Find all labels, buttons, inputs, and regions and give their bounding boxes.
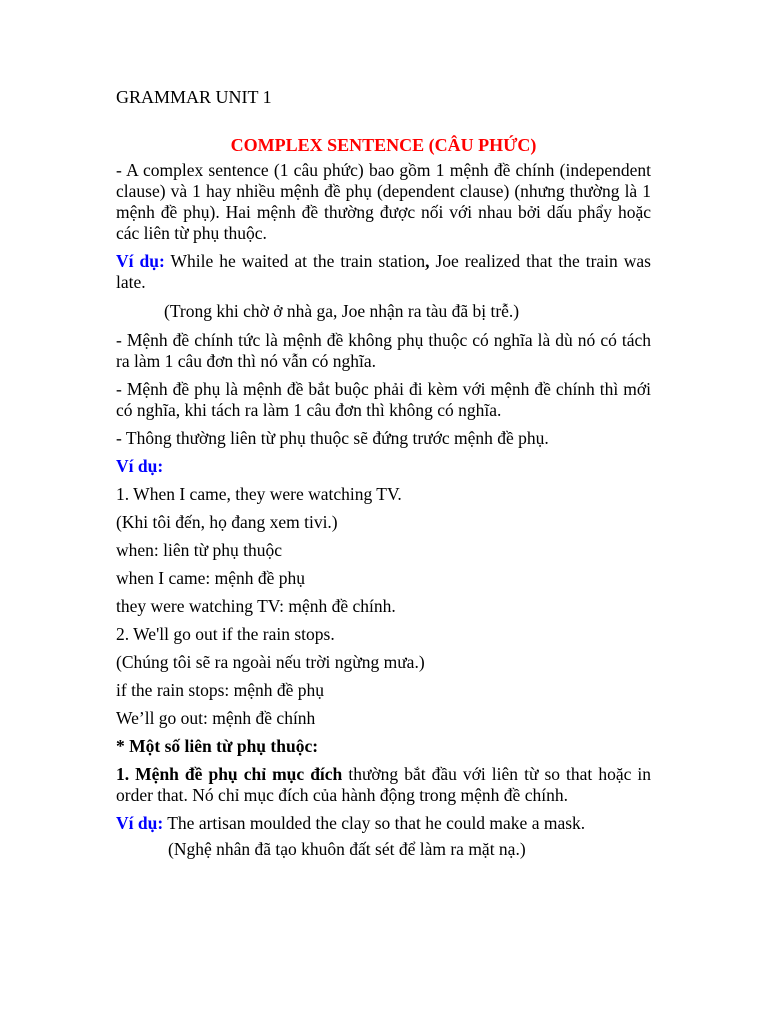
example-1-part-2: Joe realized that the train was late. (116, 251, 651, 292)
note-dependent-clause: - Mệnh đề phụ là mệnh đề bắt buộc phải đi kèm với mệnh đề chính thì mới có nghĩa, khi tách ra làm 1 câu đơn thì không có nghĩa. (116, 379, 651, 420)
example-3-text: The artisan moulded the clay so that he could make a mask. (163, 813, 586, 833)
example-2-line: they were watching TV: mệnh đề chính. (116, 596, 396, 616)
example-2-line: when: liên từ phụ thuộc (116, 540, 282, 560)
purpose-clause-heading: 1. Mệnh đề phụ chỉ mục đích (116, 764, 343, 784)
document-title: GRAMMAR UNIT 1 (116, 87, 272, 107)
example-2-line: if the rain stops: mệnh đề phụ (116, 680, 325, 700)
example-2-label: Ví dụ: (116, 456, 164, 476)
definition-paragraph: - A complex sentence (1 câu phức) bao gồm 1 mệnh đề chính (independent clause) và 1 hay nhiều mệnh đề phụ (dependent clause) (nhưng thường là 1 mệnh đề phụ). Hai mệnh đề thường được nối với nhau bởi dấu phẩy hoặc các liên từ phụ thuộc. (116, 160, 651, 243)
example-2-line: 1. When I came, they were watching TV. (116, 484, 402, 504)
example-1-comma: , (425, 251, 430, 271)
example-1-part-1: While he waited at the train station (164, 251, 426, 271)
example-2-line: (Chúng tôi sẽ ra ngoài nếu trời ngừng mưa.) (116, 652, 425, 672)
example-3-translation: (Nghệ nhân đã tạo khuôn đất sét để làm ra mặt nạ.) (168, 839, 526, 859)
example-2-line: (Khi tôi đến, họ đang xem tivi.) (116, 512, 338, 532)
example-2-line: We’ll go out: mệnh đề chính (116, 708, 316, 728)
example-1-sentence (116, 251, 651, 293)
example-3-sentence (116, 813, 651, 834)
purpose-clause-paragraph (116, 764, 651, 806)
note-conjunction-position: - Thông thường liên từ phụ thuộc sẽ đứng trước mệnh đề phụ. (116, 428, 549, 448)
conjunctions-heading: * Một số liên từ phụ thuộc: (116, 736, 319, 756)
example-label: Ví dụ: (116, 813, 164, 833)
section-title: COMPLEX SENTENCE (CÂU PHỨC) (230, 135, 537, 155)
example-2-line: 2. We'll go out if the rain stops. (116, 624, 335, 644)
document-content (116, 86, 651, 860)
example-label: Ví dụ: (116, 251, 165, 271)
purpose-clause-text: thường bắt đầu với liên từ so that hoặc in order that. Nó chỉ mục đích của hành động trong mệnh đề chính. (116, 764, 652, 805)
example-1-translation: (Trong khi chờ ở nhà ga, Joe nhận ra tàu đã bị trễ.) (164, 301, 520, 321)
note-main-clause: - Mệnh đề chính tức là mệnh đề không phụ thuộc có nghĩa là dù nó có tách ra làm 1 câu đơn thì nó vẫn có nghĩa. (116, 330, 651, 371)
example-2-line: when I came: mệnh đề phụ (116, 568, 306, 588)
